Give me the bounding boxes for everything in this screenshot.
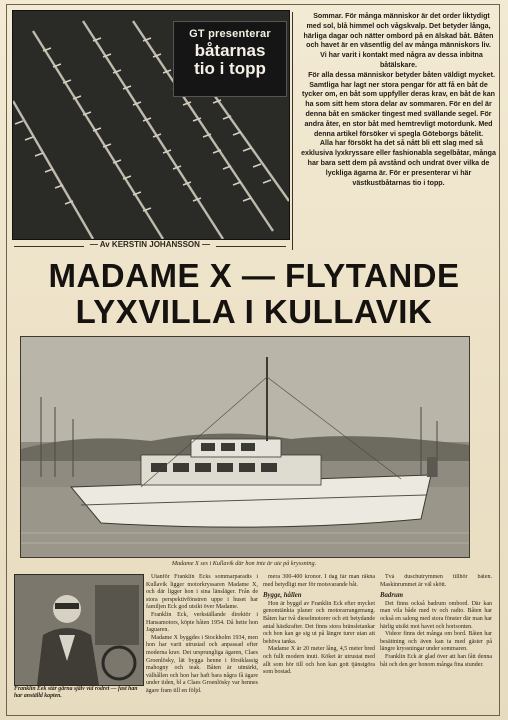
article-paragraph: Madame X byggdes i Stockholm 1934, men hon har varit utrustad och anpassad efter moderna krav. Det ursprungliga ägaren, Claes Groenlösky, lät bygga henne i förstklassig mahogny och teak. Båten är utmärkt, välhållen och hon har haft bara några få ägare under tiden, bl a Claes Groenlösky var hennes ägare fram till en följd.: [146, 634, 258, 694]
intro-text: [292, 12, 498, 250]
article-column-2: [263, 574, 375, 714]
intro-paragraph: Sommar. För många människor är det order liktydigt med sol, blå himmel och vågskvalp. Det betyder långa, härliga dagar och nätter ombord på en älskad båt. Båten och havet är en väsentlig del av många människors liv.: [303, 12, 494, 50]
intro-paragraph: Vi har varit i kontakt med några av dessa inbitna båtälskare.: [320, 51, 483, 69]
yacht-photo-graphic: [21, 337, 469, 557]
yacht-caption: Madame X ses i Kullavik där hon inte är ute på kryssning.: [171, 560, 317, 567]
article-paragraph: Videor finns det många om bord. Båten har besättning och även kan ta med gäster på längre kryssningar under sommaren.: [380, 631, 492, 653]
subheading: Bygge, hållen: [263, 592, 302, 600]
article-column-3: [380, 574, 492, 714]
banner-line-3: tio i topp: [194, 59, 266, 78]
headline: [14, 258, 494, 330]
article-paragraph: mera 300-400 kronor. I dag får man räkna med betydligt mer för motsvarande båt.: [263, 574, 375, 588]
article-paragraph: Det finns också badrum ombord. Där kan man vila både med tv och radio. Båten har också en salong med stora fönster där man har härlig utsikt mot havet och horisonten.: [380, 600, 492, 630]
intro-paragraph: Alla har försökt ha det så nått bli ett slag med så exklusiva lyxkryssare eller fashionabla segelbåtar, många har bara sett dem på avstånd och undrat över vilka de lyckliga ägarna är. För er presenterar vi här västkustbåtarnas tio i topp.: [301, 139, 496, 187]
portrait-photo: [14, 574, 144, 686]
yacht-photo: [20, 336, 470, 558]
gt-banner: [173, 21, 287, 97]
article-paragraph: Hon är byggd av Franklin Eck efter mycket genomtänkta planer och motorarrangemang. Båten har två dieselmotorer och ett betydande antal hästkrafter. Det finns stora bränsletankar och hon kan ge sig ut på längre turer utan att behöva tanka.: [263, 600, 375, 645]
intro-paragraph: För alla dessa människor betyder båten väldigt mycket. Samtliga har lagt ner stora pengar för att få en båt de tycker om, en båt som uppfyller deras krav, en båt de kan ha som sitt hem stora delar av sommaren. För en del är denna båt en smäcker tingest med svällande segel. För andra åter, en stor båt med hemtrevligt motordunk. Med denna artikel försöker vi spegla Göteborgs båtelit.: [301, 70, 496, 138]
article-paragraph: Franklin Eck, verkställande direktör i Hansamotors, köpte båten 1954. Då hette hon Jaguaren.: [146, 611, 258, 634]
article-column-1: [146, 574, 258, 714]
headline-line-2: LYXVILLA I KULLAVIK: [75, 293, 433, 330]
article-paragraph: Franklin Eck är glad över att han fått denna båt och den ger honom många fina stunder.: [380, 653, 492, 668]
banner-line-2: båtarnas: [194, 41, 266, 60]
harbor-aerial-photo: [12, 10, 290, 240]
article-paragraph: Madame X är 20 meter lång, 4,5 meter bred och fullt modern inuti. Köket är utrustat med allt som hör till och hon kan gott tjänstgöra som bostad.: [263, 646, 375, 676]
portrait-caption: Franklin Eek står gärna själv vid rodret — fast han har anställd kapten.: [14, 686, 138, 699]
article-paragraph: Utanför Franklin Ecks sommarparadis i Kullavik ligger motorkryssaren Madame X, och där ligger hon i sina länsläger. Från de stora perspektivfönstren uppe i huset har familjen Eck god utsikt över Madame.: [146, 574, 258, 611]
headline-line-1: MADAME X — FLYTANDE: [48, 257, 460, 294]
portrait-graphic: [15, 575, 143, 685]
subheading: Badrum: [380, 592, 404, 600]
byline: — Av KERSTIN JOHANSSON —: [89, 240, 211, 249]
banner-line-1: GT presenterar: [189, 28, 271, 40]
article-paragraph: Två duschutrymmen tillhör båten. Maskinrummet är väl skött.: [380, 574, 492, 588]
